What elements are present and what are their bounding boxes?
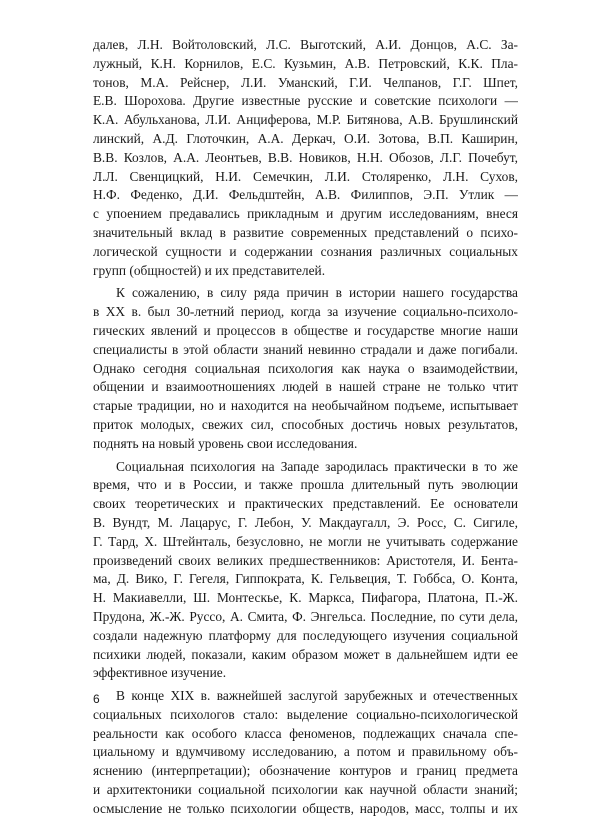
text-line: В. Вундт, М. Лацарус, Г. Лебон, У. Макдаугалл, Э. Росс, С. Сигиле, [93, 514, 518, 530]
text-line: и архитектоники социальной психологии как научной области знаний; [93, 782, 518, 798]
text-line: тонов, М.А. Рейснер, Л.И. Уманский, Г.И. Челпанов, Г.Г. Шпет, [93, 74, 518, 90]
text-line: время, что и в России, и также прошла длительный путь эволюции [93, 477, 518, 493]
text-line: Н. Макиавелли, Ш. Монтескье, К. Маркса, Пифагора, Платона, П.-Ж. [93, 590, 518, 606]
text-line: приток молодых, свежих сил, способных достичь новых результатов, [93, 416, 518, 432]
text-line: яснению (интерпретации); обозначение контуров и границ предмета [93, 763, 518, 779]
text-line: В.В. Козлов, А.А. Леонтьев, В.В. Новиков, Н.Н. Обозов, Л.Г. Почебут, [93, 149, 518, 165]
text-line: психики людей, показали, каким образом может в дальнейшем идти ее [93, 646, 518, 662]
text-line: циальному и вдумчивому исследованию, а потом и правильному объ- [93, 744, 518, 760]
text-line: В конце XIX в. важнейшей заслугой зарубежных и отечественных [116, 688, 518, 704]
text-line: К.А. Абульханова, Л.И. Анциферова, М.Р. Битянова, А.В. Брушлинский [93, 112, 518, 128]
text-line: с упоением предавались прикладным и другим исследованиям, внеся [93, 206, 518, 222]
page-number: 6 [93, 692, 100, 706]
text-line: Социальная психология на Западе зародилась практически в то же [116, 458, 518, 474]
text-line: произведений своих великих предшественников: Аристотеля, И. Бента- [93, 552, 518, 568]
text-line: специалисты в этой области знаний невинно страдали и даже погибали. [93, 341, 518, 357]
text-line: своих теоретических и практических представлений. Ее основатели [93, 496, 518, 512]
text-line: осмысление не только психологии обществ, народов, масс, толпы и их [93, 800, 518, 816]
paragraph-1 [93, 36, 518, 280]
text-line: ма, Д. Вико, Г. Гегеля, Гиппократа, К. Гельвеция, Т. Гоббса, О. Конта, [93, 571, 518, 587]
text-line: линский, А.Д. Глоточкин, А.А. Деркач, О.И. Зотова, В.П. Каширин, [93, 130, 518, 146]
text-line: в XX в. был 30-летний период, когда за изучение социально-психоло- [93, 304, 518, 320]
text-line: Однако сегодня социальная психология как наука о взаимодействии, [93, 360, 518, 376]
text-line: общении и взаимоотношениях людей в нашей стране не только чтит [93, 379, 518, 395]
text-line: Е.В. Шорохова. Другие известные русские и советские психологи — [93, 93, 518, 109]
body-text [93, 36, 518, 819]
paragraph-3 [93, 458, 518, 684]
text-line: К сожалению, в силу ряда причин в истории нашего государства [116, 285, 518, 301]
text-line: лужный, К.Н. Корнилов, Е.С. Кузьмин, А.В. Петровский, К.К. Пла- [93, 55, 518, 71]
text-line: старые традиции, но и находится на необычайном подъеме, испытывает [93, 398, 518, 414]
text-line: создали надежную платформу для последующего изучения социальной [93, 627, 518, 643]
text-line: далев, Л.Н. Войтоловский, Л.С. Выготский, А.И. Донцов, А.С. За- [93, 37, 518, 52]
text-line: логической сущности и содержании сознания различных социальных [93, 243, 518, 259]
text-line: групп (общностей) и их представителей. [93, 262, 326, 278]
text-line: Н.Ф. Феденко, Д.И. Фельдштейн, А.В. Филиппов, Э.П. Утлик — [93, 187, 518, 203]
text-line: реальности как особого класса феноменов, подлежащих сначала спе- [93, 725, 518, 741]
text-line: поднять на новый уровень свои исследования. [93, 435, 358, 451]
text-line: значительный вклад в развитие современных представлений о психо- [93, 224, 518, 240]
paragraph-2 [93, 284, 518, 453]
paragraph-4 [93, 687, 518, 819]
text-line: эффективное изучение. [93, 665, 227, 681]
text-line: Л.Л. Свенцицкий, Н.И. Семечкин, Л.И. Столяренко, Л.Н. Сухов, [93, 168, 518, 184]
text-line: социальных психологов стало: выделение социально-психологической [93, 706, 518, 722]
text-line: Г. Тард, Х. Штейнталь, безусловно, не могли не учитывать содержание [93, 533, 518, 549]
text-line: Прудона, Ж.-Ж. Руссо, А. Смита, Ф. Энгельса. Последние, по сути дела, [93, 608, 518, 624]
text-line: гических явлений и процессов в обществе и государстве многие наши [93, 322, 518, 338]
